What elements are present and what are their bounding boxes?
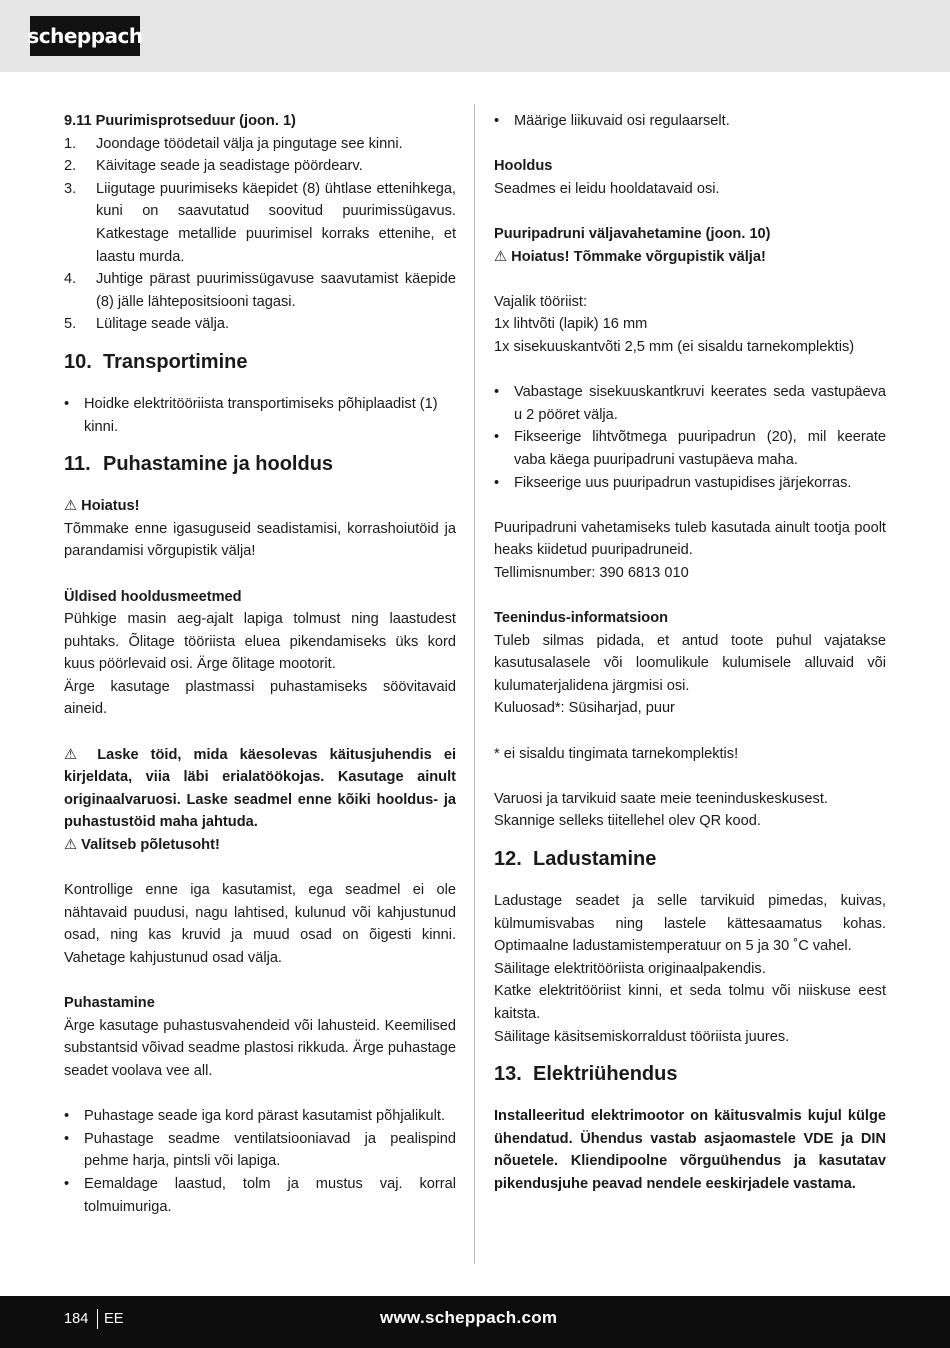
chuck-warning: ⚠ Hoiatus! Tõmmake võrgupistik välja! bbox=[494, 248, 766, 265]
tool-item: 1x sisekuuskantvõti 2,5 mm (ei sisaldu tarnekomplektis) bbox=[494, 338, 855, 355]
burn-warning: ⚠ Valitseb põletusoht! bbox=[64, 837, 220, 854]
brand-logo: scheppach bbox=[30, 16, 140, 56]
language-code: EE bbox=[104, 1311, 124, 1327]
general-maintenance-text: Pühkige masin aeg-ajalt lapiga tolmust ning laastudest puhtaks. Õlitage tööriista eluea pikendamiseks üks kord kuus pöörlevaid osi. Ärge õlitage mootorit. bbox=[64, 611, 456, 673]
service-heading: Teenindus-informatsioon bbox=[494, 610, 669, 627]
workshop-warning: ⚠ Laske töid, mida käesolevas käitusjuhendis ei kirjeldata, viia läbi erialatöökojas. Kasutage ainult originaalvaruosi. Laske seadmel enne kõiki hooldus- ja puhastustöid maha jahtuda. bbox=[64, 746, 457, 831]
general-maintenance-text-2: Ärge kasutage plastmassi puhastamiseks söövitavaid aineid. bbox=[64, 678, 456, 718]
transport-list bbox=[64, 393, 456, 438]
footnote: * ei sisaldu tingimata tarnekomplektis! bbox=[494, 745, 739, 762]
tools-heading: Vajalik tööriist: bbox=[494, 293, 587, 310]
footer-bar bbox=[0, 1296, 950, 1348]
storage-text-2: Säilitage elektritööriista originaalpakendis. bbox=[494, 960, 766, 977]
spares-text-2: Skannige selleks tiitellehel olev QR kood. bbox=[494, 813, 761, 830]
list-item: • Hoidke elektritööriista transportimiseks põhiplaadist (1) kinni. bbox=[64, 393, 456, 438]
procedure-steps bbox=[64, 133, 456, 336]
inspection-text: Kontrollige enne iga kasutamist, ega seadmel ei ole nähtavaid puudusi, nagu lahtised, kulunud või kahjustunud osad, ning kas kruvid ja muud osad on õigesti kinni. Vahetage kahjustunud osad välja. bbox=[64, 882, 456, 966]
electrical-text: Installeeritud elektrimootor on käitusvalmis kujul külge ühendatud. Ühendus vastab asjaomastele VDE ja DIN nõuetele. Kliendipoolne võrguühendus ja kasutatav pikendusjuhe peavad nendele eeskirjadele vastama. bbox=[494, 1108, 886, 1192]
list-item: • Puhastage seade iga kord pärast kasutamist põhjalikult. bbox=[64, 1105, 456, 1128]
list-item: • Eemaldage laastud, tolm ja mustus vaj. korral tolmuimuriga. bbox=[64, 1173, 456, 1218]
right-column bbox=[494, 110, 886, 1196]
warning-icon: ⚠ bbox=[64, 837, 78, 854]
list-item: 4. Juhtige pärast puurimissügavuse saavutamist käepide (8) jälle lähtepositsiooni tagasi. bbox=[64, 271, 456, 310]
page-number: 184 bbox=[64, 1311, 89, 1327]
list-item: 3. Liigutage puurimiseks käepidet (8) ühtlase ettenihkega, kuni on saavutatud soovitud puurimissügavus. Katkestage metallide puurimisel korraks ettenihe, et laastu murda. bbox=[64, 180, 456, 265]
left-column bbox=[64, 110, 456, 1218]
warning-title: ⚠ Hoiatus! bbox=[64, 498, 140, 515]
chuck-note: Puuripadruni vahetamiseks tuleb kasutada ainult tootja poolt heaks kiidetud puuripadruneid. bbox=[494, 519, 886, 559]
list-item: 2. Käivitage seade ja seadistage pöördearv. bbox=[64, 158, 363, 175]
chuck-replacement-heading: Puuripadruni väljavahetamine (joon. 10) bbox=[494, 225, 771, 242]
list-item: • Vabastage sisekuuskantkruvi keerates seda vastupäeva u 2 pööret välja. bbox=[494, 381, 886, 426]
storage-text-3: Katke elektritööriist kinni, et seda tolmu või niiskuse eest kaitsta. bbox=[494, 983, 886, 1022]
list-item: 1. Joondage töödetail välja ja pingutage see kinni. bbox=[64, 135, 403, 152]
column-divider bbox=[474, 104, 475, 1264]
list-item: 5. Lülitage seade välja. bbox=[64, 316, 230, 333]
wear-parts: Kuluosad*: Süsiharjad, puur bbox=[494, 700, 675, 717]
tool-item: 1x lihtvõti (lapik) 16 mm bbox=[494, 316, 648, 333]
general-maintenance-heading: Üldised hooldusmeetmed bbox=[64, 588, 242, 605]
maintenance-text: Seadmes ei leidu hooldatavaid osi. bbox=[494, 180, 720, 197]
warning-icon: ⚠ bbox=[64, 498, 78, 515]
section-heading-storage: 12. Ladustamine bbox=[494, 848, 657, 870]
storage-text: Ladustage seadet ja selle tarvikuid pimedas, kuivas, külmumisvabas ning lastele kättesaamatus kohas. Optimaalne ladustamistemperatuur on 5 ja 30 ˚C vahel. bbox=[494, 893, 886, 955]
order-number: Tellimisnumber: 390 6813 010 bbox=[494, 564, 689, 581]
lubrication-list bbox=[494, 110, 886, 133]
storage-text-4: Säilitage käsitsemiskorraldust tööriista juures. bbox=[494, 1028, 790, 1045]
section-heading-transport: 10. Transportimine bbox=[64, 350, 248, 373]
list-item: • Määrige liikuvaid osi regulaarselt. bbox=[494, 110, 886, 133]
chuck-steps-list bbox=[494, 381, 886, 494]
procedure-heading: 9.11 Puurimisprotseduur (joon. 1) bbox=[64, 113, 296, 129]
website-link[interactable]: www.scheppach.com bbox=[380, 1308, 558, 1327]
list-item: • Puhastage seadme ventilatsiooniavad ja pealispind pehme harja, pintsli või lapiga. bbox=[64, 1128, 456, 1173]
cleaning-list bbox=[64, 1105, 456, 1218]
warning-text: Tõmmake enne igasuguseid seadistamisi, korrashoiutöid ja parandamisi võrgupistik välja! bbox=[64, 520, 456, 560]
service-text: Tuleb silmas pidada, et antud toote puhul vajatakse kasutusalasele või loomulikule kulumisele alluvaid või kulumaterjalidena järgmisi osi. bbox=[494, 632, 886, 694]
section-heading-cleaning-maintenance: 11. Puhastamine ja hooldus bbox=[64, 453, 334, 476]
section-heading-electrical: 13. Elektriühendus bbox=[494, 1063, 678, 1086]
cleaning-text: Ärge kasutage puhastusvahendeid või lahusteid. Keemilised substantsid võivad seadme plastosi rikkuda. Ärge puhastage seadet voolava vee all. bbox=[64, 1017, 456, 1079]
header-bar bbox=[0, 0, 950, 72]
list-item: • Fikseerige uus puuripadrun vastupidises järjekorras. bbox=[494, 472, 886, 495]
footer-separator bbox=[97, 1309, 98, 1329]
warning-icon: ⚠ bbox=[494, 248, 508, 265]
cleaning-heading: Puhastamine bbox=[64, 995, 155, 1012]
maintenance-heading: Hooldus bbox=[494, 158, 553, 175]
list-item: • Fikseerige lihtvõtmega puuripadrun (20), mil keerate vaba käega puuripadruni vastupäeva maha. bbox=[494, 426, 886, 471]
warning-icon: ⚠ bbox=[64, 746, 86, 763]
spares-text: Varuosi ja tarvikuid saate meie teeninduskeskusest. bbox=[494, 790, 828, 807]
